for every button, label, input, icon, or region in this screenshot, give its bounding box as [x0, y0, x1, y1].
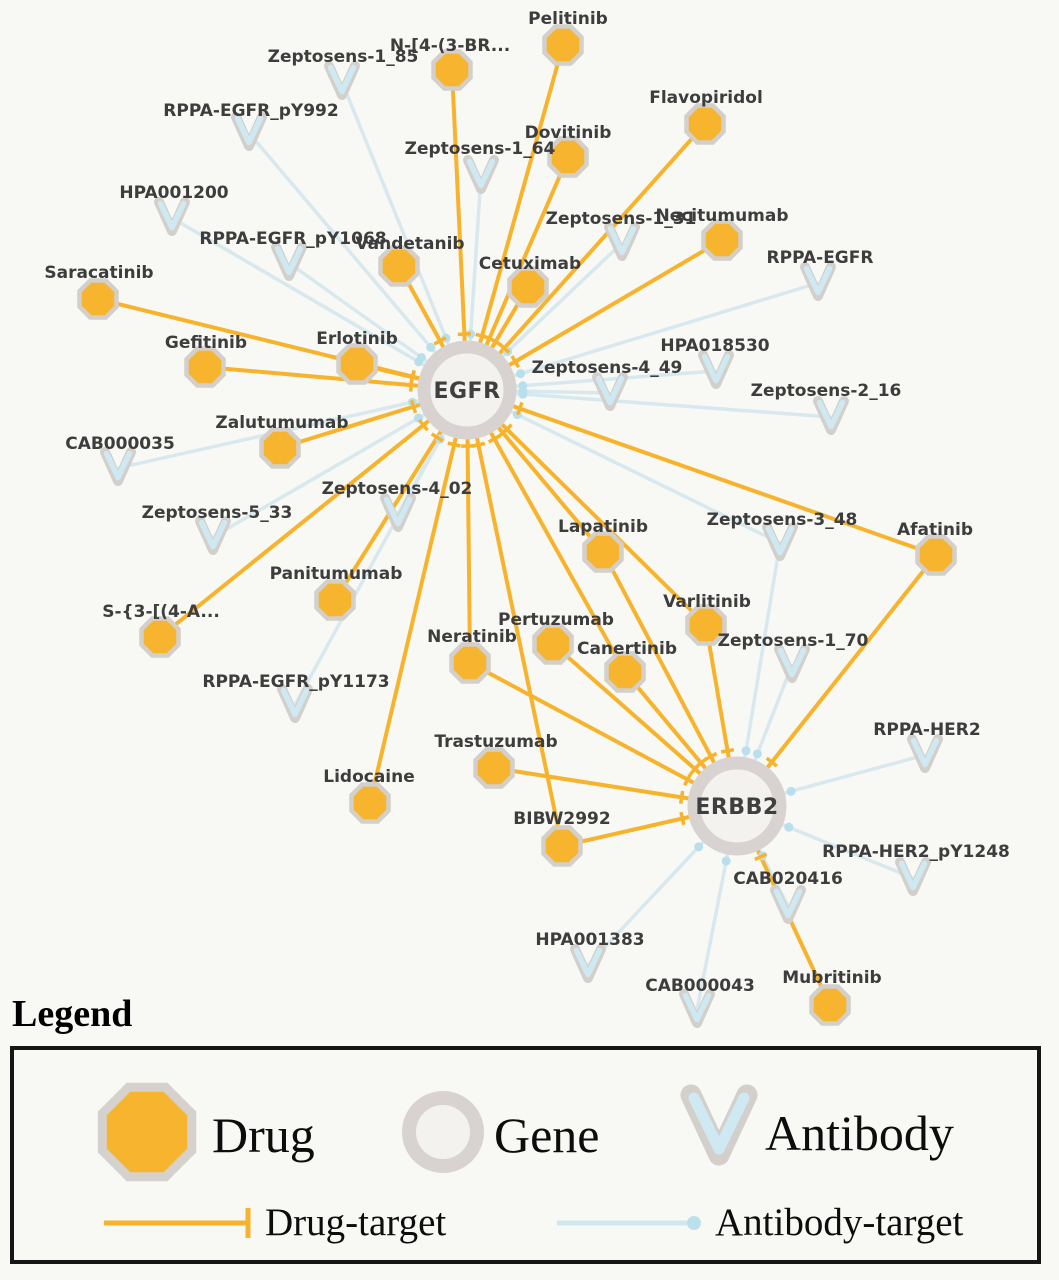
drug-node-saracatinib: [80, 281, 117, 318]
antibody-node-zeptosens_1_70: [779, 649, 805, 678]
drug-target-tee-marker: [458, 334, 471, 335]
drug-node-n_4_3_br: [434, 52, 471, 89]
node-label-varlitinib: Varlitinib: [663, 592, 751, 612]
node-label-bibw2992: BIBW2992: [513, 809, 611, 829]
drug-octagon-icon: [97, 1082, 197, 1182]
antibody-target-dot-marker: [518, 381, 527, 390]
drug-node-necitumumab: [704, 222, 741, 259]
drug-node-canertinib: [607, 654, 644, 691]
node-label-zeptosens_3_48: Zeptosens-3_48: [706, 510, 858, 530]
antibody-node-zeptosens_1_85: [329, 66, 355, 95]
drug-node-panitumumab: [317, 582, 354, 619]
node-label-cetuximab: Cetuximab: [478, 254, 582, 274]
antibody-target-edge-icon: [553, 1203, 708, 1243]
node-label-dovitinib: Dovitinib: [524, 123, 612, 143]
node-label-mubritinib: Mubritinib: [782, 968, 882, 988]
node-label-neratinib: Neratinib: [427, 627, 517, 647]
node-label-cab000035: CAB000035: [65, 434, 175, 454]
node-label-zeptosens_4_49: Zeptosens-4_49: [531, 358, 683, 378]
drug-node-afatinib: [918, 537, 955, 574]
legend-label-antibody-target: Antibody-target: [715, 1201, 964, 1244]
node-label-rppa_egfr: RPPA-EGFR: [766, 248, 874, 268]
node-label-hpa001200: HPA001200: [119, 183, 229, 203]
drug-node-lidocaine: [352, 785, 389, 822]
node-label-zeptosens_2_16: Zeptosens-2_16: [750, 381, 902, 401]
node-label-cab000043: CAB000043: [645, 976, 755, 996]
node-label-cab020416: CAB020416: [733, 869, 843, 889]
node-label-lapatinib: Lapatinib: [558, 517, 648, 537]
node-label-rppa_egfr_py1068: RPPA-EGFR_pY1068: [199, 229, 387, 249]
drug-node-trastuzumab: [476, 750, 513, 787]
edge-drug-target-varlitinib-egfr: [467, 390, 706, 625]
antibody-target-dot-marker: [753, 749, 762, 758]
antibody-chevron-icon: [673, 1082, 765, 1178]
node-label-zeptosens_1_64: Zeptosens-1_64: [404, 139, 556, 159]
drug-node-lapatinib: [585, 534, 622, 571]
antibody-node-rppa_egfr: [805, 267, 831, 296]
antibody-target-dot-marker: [518, 390, 527, 399]
node-label-pertuzumab: Pertuzumab: [498, 610, 614, 630]
node-label-gefitinib: Gefitinib: [164, 333, 248, 353]
node-label-zeptosens_1_31: Zeptosens-1_31: [545, 209, 697, 229]
node-label-zalutumumab: Zalutumumab: [215, 413, 349, 433]
antibody-node-rppa_egfr_py1068: [276, 247, 302, 276]
legend-title: Legend: [12, 993, 133, 1035]
antibody-node-hpa018530: [703, 355, 729, 384]
drug-target-tee-marker: [472, 443, 485, 446]
node-label-necitumumab: Necitumumab: [655, 206, 789, 226]
legend-label-drug: Drug: [212, 1107, 315, 1163]
antibody-target-dot-marker: [694, 842, 703, 851]
labels-layer: [44, 9, 1009, 996]
antibody-target-dot-marker: [426, 343, 435, 352]
drug-target-tee-marker: [681, 812, 684, 825]
drug-node-flavopiridol: [687, 106, 724, 143]
drug-node-pelitinib: [545, 27, 582, 64]
antibody-target-dot-marker: [722, 856, 731, 865]
antibody-node-zeptosens_1_64: [468, 160, 494, 189]
node-label-vandetanib: Vandetanib: [355, 234, 465, 254]
node-label-pelitinib: Pelitinib: [528, 9, 608, 29]
node-label-erlotinib: Erlotinib: [316, 329, 398, 349]
drug-node-erlotinib: [339, 346, 376, 383]
node-label-s_3_4_a: S-{3-[(4-A...: [102, 602, 220, 622]
node-label-lidocaine: Lidocaine: [323, 767, 415, 787]
legend-label-gene: Gene: [494, 1107, 600, 1163]
drug-node-cetuximab: [510, 269, 547, 306]
node-label-zeptosens_1_85: Zeptosens-1_85: [267, 47, 419, 67]
node-label-flavopiridol: Flavopiridol: [649, 88, 763, 108]
node-label-rppa_her2_py1248: RPPA-HER2_pY1248: [822, 842, 1010, 862]
drug-node-neratinib: [452, 645, 489, 682]
legend-label-drug-target: Drug-target: [265, 1201, 447, 1244]
legend-label-antibody: Antibody: [765, 1105, 954, 1161]
drug-node-zalutumumab: [262, 430, 299, 467]
antibody-target-dot-marker: [417, 353, 426, 362]
drug-target-tee-marker: [681, 791, 683, 804]
drug-node-s_3_4_a: [142, 619, 179, 656]
node-label-panitumumab: Panitumumab: [269, 564, 403, 584]
node-label-hpa018530: HPA018530: [660, 336, 770, 356]
gene-label-erbb2: ERBB2: [695, 795, 779, 820]
drug-target-tee-marker: [411, 371, 414, 384]
node-label-canertinib: Canertinib: [576, 639, 678, 659]
drug-node-mubritinib: [812, 987, 849, 1024]
node-label-saracatinib: Saracatinib: [44, 263, 154, 283]
antibody-node-rppa_her2: [912, 739, 938, 768]
antibody-target-dot-marker: [516, 369, 525, 378]
node-label-trastuzumab: Trastuzumab: [434, 732, 558, 752]
antibody-node-hpa001200: [159, 202, 185, 231]
node-label-afatinib: Afatinib: [896, 520, 974, 540]
drug-target-tee-marker: [448, 443, 461, 446]
antibody-target-dot-marker: [784, 823, 793, 832]
gene-label-egfr: EGFR: [433, 379, 501, 404]
node-label-zeptosens_4_02: Zeptosens-4_02: [321, 479, 473, 499]
drug-target-tee-marker: [721, 750, 734, 752]
node-label-rppa_egfr_py992: RPPA-EGFR_pY992: [163, 101, 339, 121]
node-label-zeptosens_1_70: Zeptosens-1_70: [717, 631, 869, 651]
node-label-rppa_her2: RPPA-HER2: [873, 720, 981, 740]
gene-circle-icon: [400, 1089, 486, 1175]
node-label-rppa_egfr_py1173: RPPA-EGFR_pY1173: [202, 672, 390, 692]
node-label-zeptosens_5_33: Zeptosens-5_33: [141, 503, 293, 523]
drug-target-edge-icon: [100, 1203, 260, 1243]
drug-node-pertuzumab: [535, 626, 572, 663]
node-label-n_4_3_br: N-[4-(3-BR...: [389, 36, 511, 56]
drug-node-bibw2992: [544, 828, 581, 865]
node-label-hpa001383: HPA001383: [535, 930, 645, 950]
antibody-target-dot-marker: [742, 746, 751, 755]
antibody-target-dot-marker: [787, 787, 796, 796]
drug-node-gefitinib: [187, 349, 224, 386]
